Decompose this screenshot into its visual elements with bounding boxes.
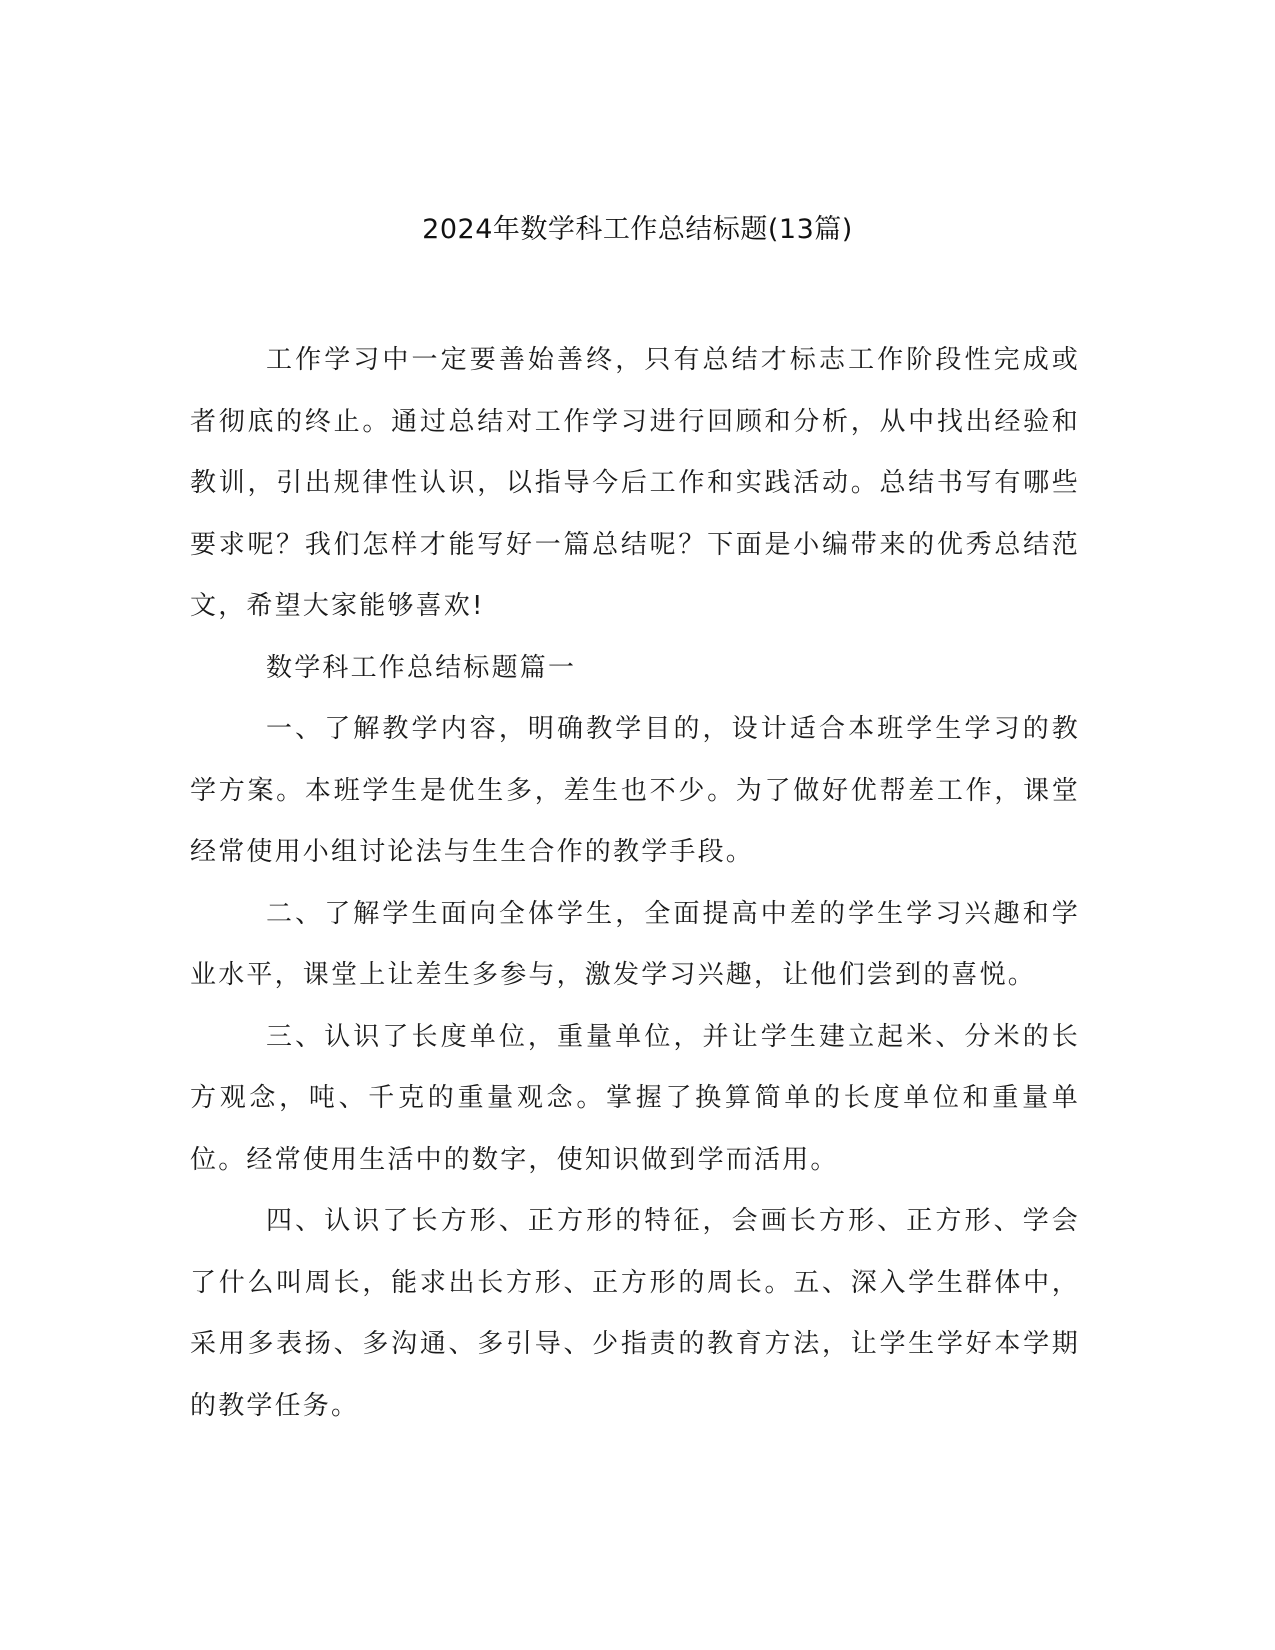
intro-paragraph: 工作学习中一定要善始善终，只有总结才标志工作阶段性完成或者彻底的终止。通过总结对工作学习进行回顾和分析，从中找出经验和教训，引出规律性认识，以指导今后工作和实践活动。总结书写有哪些要求呢？我们怎样才能写好一篇总结呢？下面是小编带来的优秀总结范文，希望大家能够喜欢! [190, 345, 1080, 621]
document-title: 2024年数学科工作总结标题(13篇) [422, 214, 853, 245]
body-paragraph-4: 四、认识了长方形、正方形的特征，会画长方形、正方形、学会了什么叫周长，能求出长方形、正方形的周长。五、深入学生群体中，采用多表扬、多沟通、多引导、少指责的教育方法，让学生学好本学期的教学任务。 [190, 1206, 1080, 1421]
body-paragraph-3: 三、认识了长度单位，重量单位，并让学生建立起米、分米的长方观念，吨、千克的重量观念。掌握了换算简单的长度单位和重量单位。经常使用生活中的数字，使知识做到学而活用。 [190, 1021, 1080, 1175]
body-paragraph-1: 一、了解教学内容，明确教学目的，设计适合本班学生学习的教学方案。本班学生是优生多，差生也不少。为了做好优帮差工作，课堂经常使用小组讨论法与生生合作的教学手段。 [190, 714, 1080, 867]
section-heading: 数学科工作总结标题篇一 [266, 652, 577, 683]
body-paragraph-2: 二、了解学生面向全体学生，全面提高中差的学生学习兴趣和学业水平，课堂上让差生多参与，激发学习兴趣，让他们尝到的喜悦。 [190, 898, 1080, 990]
document-body [190, 330, 1080, 1437]
